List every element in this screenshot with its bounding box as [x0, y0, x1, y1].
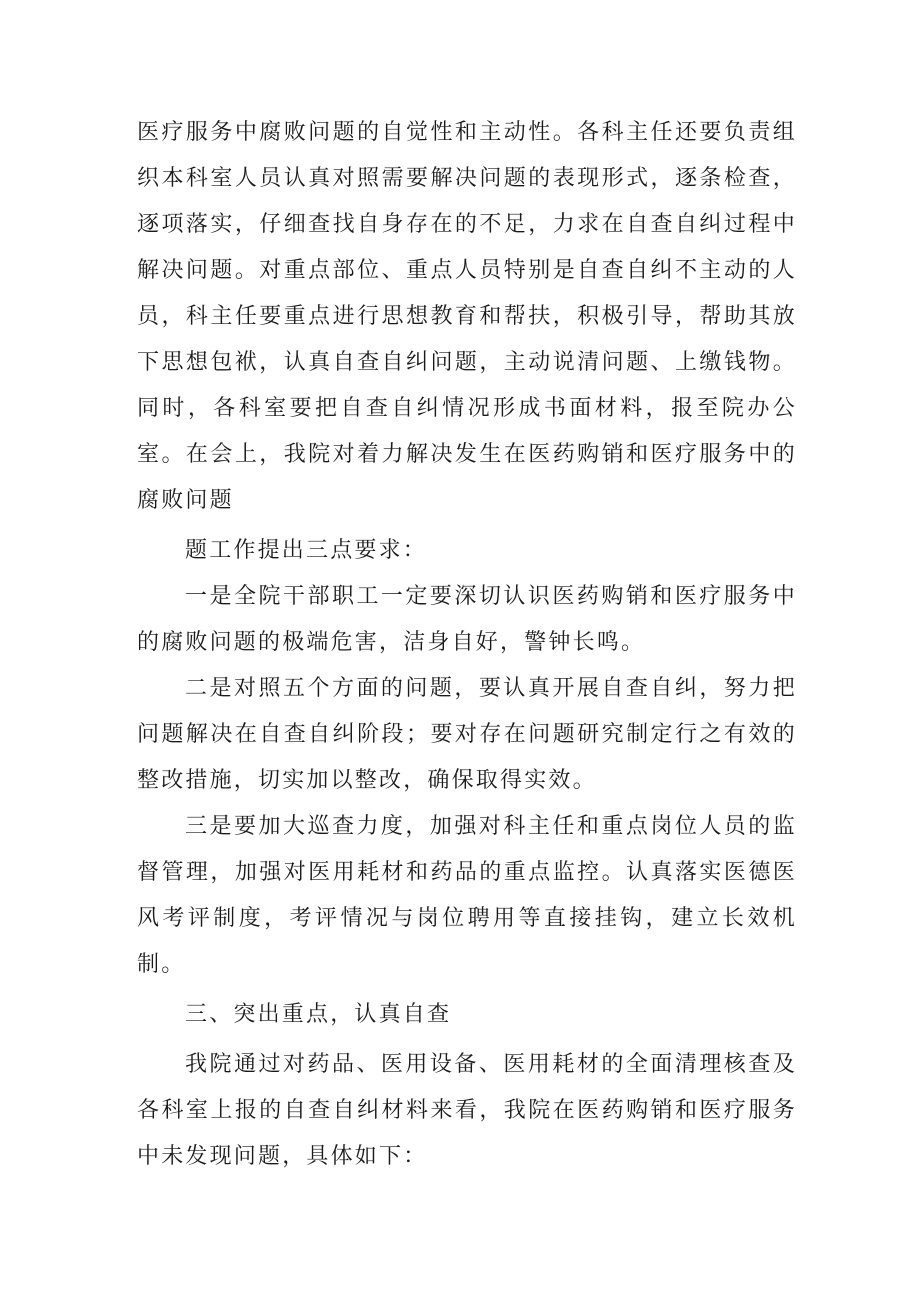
paragraph-requirement-two: 二是对照五个方面的问题，要认真开展自查自纠，努力把问题解决在自查自纠阶段；要对存在问题研究制定行之有效的整改措施，切实加以整改，确保取得实效。 [137, 676, 797, 793]
paragraph-requirement-three: 三是要加大巡查力度，加强对科主任和重点岗位人员的监督管理，加强对医用耗材和药品的重点监控。认真落实医德医风考评制度，考评情况与岗位聘用等直接挂钩，建立长效机制。 [137, 814, 797, 977]
paragraph-requirement-one: 一是全院干部职工一定要深切认识医药购销和医疗服务中的腐败问题的极端危害，洁身自好，警钟长鸣。 [137, 584, 797, 655]
document-body [137, 110, 797, 1180]
paragraph-self-check-findings: 我院通过对药品、医用设备、医用耗材的全面清理核查及各科室上报的自查自纠材料来看，我院在医药购销和医疗服务中未发现问题，具体如下： [137, 1052, 797, 1169]
paragraph-requirements-intro: 题工作提出三点要求： [185, 538, 428, 563]
paragraph-continuation: 医疗服务中腐败问题的自觉性和主动性。各科主任还要负责组织本科室人员认真对照需要解决问题的表现形式，逐条检查，逐项落实，仔细查找自身存在的不足，力求在自查自纠过程中解决问题。对重点部位、重点人员特别是自查自纠不主动的人员，科主任要重点进行思想教育和帮扶，积极引导，帮助其放下思想包袱，认真自查自纠问题，主动说清问题、上缴钱物。同时，各科室要把自查自纠情况形成书面材料，报至院办公室。在会上，我院对着力解决发生在医药购销和医疗服务中的腐败问题 [137, 120, 797, 513]
section-heading: 三、突出重点，认真自查 [185, 1002, 452, 1027]
